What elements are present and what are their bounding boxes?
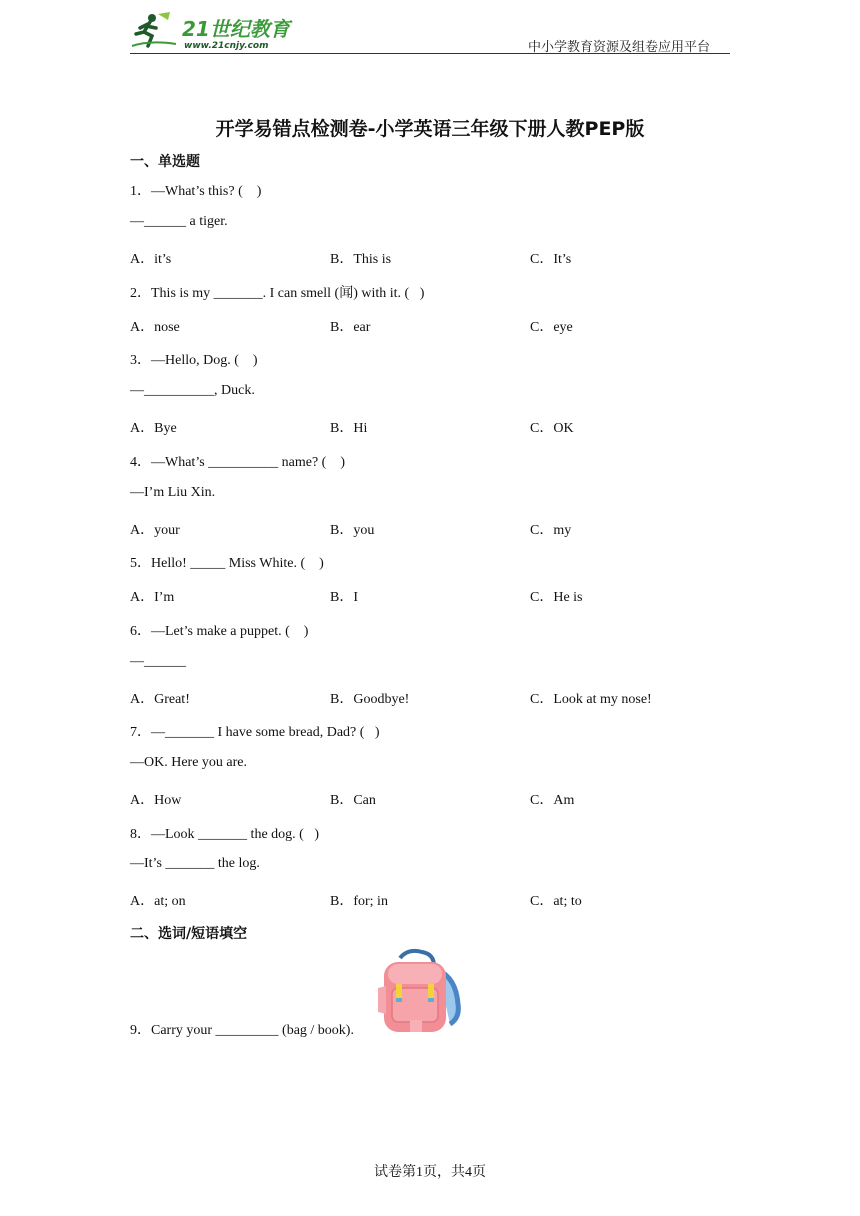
question-extra: —__________, Duck. xyxy=(130,383,255,398)
question-extra: —I’m Liu Xin. xyxy=(130,485,216,500)
page-title: 开学易错点检测卷-小学英语三年级下册人教PEP版 xyxy=(215,118,645,140)
option-c: C．eye xyxy=(530,320,573,335)
option-b: B．This is xyxy=(330,252,392,267)
option-c: C．He is xyxy=(530,590,583,605)
option-c: C．OK xyxy=(530,421,574,436)
option-a: A．your xyxy=(130,523,180,538)
option-c: C．my xyxy=(530,523,572,538)
question-extra: —______ xyxy=(130,654,186,669)
option-a: A．I’m xyxy=(130,590,175,605)
option-b: B．for; in xyxy=(330,894,388,909)
question-extra: —OK. Here you are. xyxy=(130,755,248,770)
header-divider xyxy=(130,53,730,54)
option-c: C．Am xyxy=(530,793,575,808)
option-c: C．Look at my nose! xyxy=(530,692,652,707)
option-a: A．it’s xyxy=(130,252,172,267)
question-stem: 1．—What’s this? ( ) xyxy=(130,184,262,199)
question-stem: 7．—_______ I have some bread, Dad? ( ) xyxy=(130,725,380,740)
question-extra: —It’s _______ the log. xyxy=(130,856,260,871)
option-c: C．at; to xyxy=(530,894,582,909)
section-heading-single-choice: 一、单选题 xyxy=(130,154,200,170)
site-logo xyxy=(130,10,310,52)
option-a: A．nose xyxy=(130,320,180,335)
question-stem: 5．Hello! _____ Miss White. ( ) xyxy=(130,556,324,571)
runner-icon xyxy=(132,12,176,46)
option-b: B．I xyxy=(330,590,358,605)
option-a: A．Great! xyxy=(130,692,190,707)
logo-text: 21世纪教育 xyxy=(182,17,290,41)
question-stem: 6．—Let’s make a puppet. ( ) xyxy=(130,624,309,639)
logo-url: www.21cnjy.com xyxy=(184,41,269,51)
question-stem: 8．—Look _______ the dog. ( ) xyxy=(130,827,319,842)
option-b: B．Goodbye! xyxy=(330,692,410,707)
option-b: B．ear xyxy=(330,320,371,335)
backpack-icon xyxy=(378,948,464,1036)
question-stem: 4．—What’s __________ name? ( ) xyxy=(130,455,346,470)
option-a: A．at; on xyxy=(130,894,186,909)
question-stem: 3．—Hello, Dog. ( ) xyxy=(130,353,258,368)
option-b: B．Hi xyxy=(330,421,368,436)
option-a: A．How xyxy=(130,793,182,808)
option-c: C．It’s xyxy=(530,252,572,267)
option-b: B．you xyxy=(330,523,375,538)
option-b: B．Can xyxy=(330,793,376,808)
question-extra: —______ a tiger. xyxy=(130,214,228,229)
question-stem: 9．Carry your _________ (bag / book). xyxy=(130,1023,354,1038)
question-stem: 2．This is my _______. I can smell (闻) with it. ( ) xyxy=(130,286,425,301)
platform-label: 中小学教育资源及组卷应用平台 xyxy=(527,40,710,55)
option-a: A．Bye xyxy=(130,421,177,436)
page-footer: 试卷第1页，共4页 xyxy=(374,1165,486,1180)
section-heading-fill-in: 二、选词/短语填空 xyxy=(130,926,248,942)
